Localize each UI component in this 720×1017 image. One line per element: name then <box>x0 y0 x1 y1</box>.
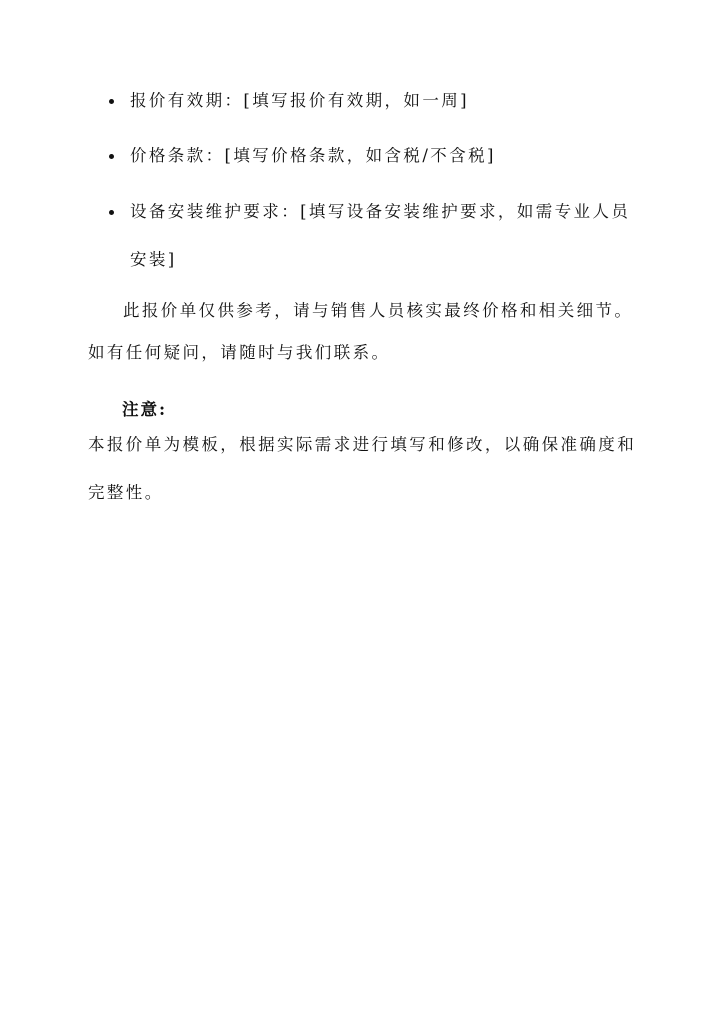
list-item-text: 设备安装维护要求：[填写设备安装维护要求，如需专业人员安装] <box>130 202 631 269</box>
list-item-text: 价格条款：[填写价格条款，如含税/不含税] <box>130 146 496 165</box>
bullet-icon <box>109 210 114 215</box>
bullet-icon <box>109 154 114 159</box>
list-item-text: 报价有效期：[填写报价有效期，如一周] <box>130 91 469 110</box>
disclaimer-paragraph: 此报价单仅供参考，请与销售人员核实最终价格和相关细节。如有任何疑问，请随时与我们联系。 <box>88 301 634 362</box>
note-paragraph: 本报价单为模板，根据实际需求进行填写和修改，以确保准确度和完整性。 <box>88 435 637 502</box>
note-heading: 注意: <box>122 400 168 419</box>
bullet-icon <box>109 99 114 104</box>
